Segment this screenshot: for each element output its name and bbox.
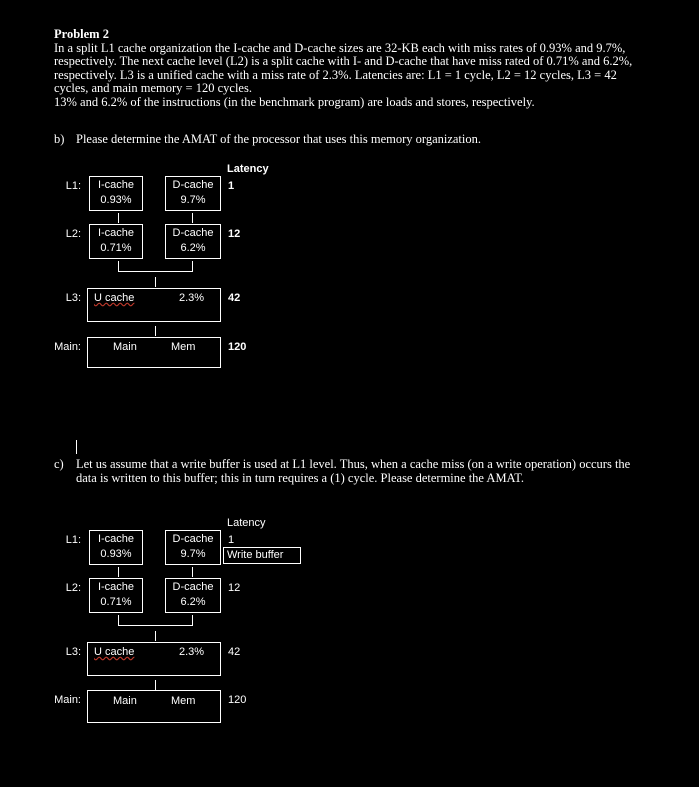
problem-loads-stores: 13% and 6.2% of the instructions (in the benchmark program) are loads and stores, respectively. — [54, 94, 535, 109]
connector — [192, 567, 193, 577]
l2-dcache-box — [165, 224, 221, 259]
main-latency: 120 — [228, 341, 247, 353]
write-buffer-box: Write buffer — [223, 547, 301, 564]
problem-paragraph: In a split L1 cache organization the I-cache and D-cache sizes are 32-KB each with miss rates of 0.93% and 9.7%, respectively. The next cache level (L2) is a split cache with I- and D-cache that have miss rated of 0.71% and 6.2%, respectively. L3 is a unified cache with a miss rate of 2.3%. Latencies are: L1 = 1 cycle, L2 = 12 cycles, L3 = 42 cycles, and main memory = 120 cycles. — [54, 40, 633, 96]
main-memory-name: Main — [113, 341, 137, 353]
l3-ucache-box — [87, 288, 221, 322]
l1-dcache-name: D-cache — [172, 533, 214, 545]
question-c-label: c) — [54, 457, 64, 471]
l1-label: L1: — [65, 180, 81, 192]
connector — [118, 615, 119, 625]
question-b — [54, 132, 674, 146]
main-latency: 120 — [228, 694, 247, 706]
l2-dcache-rate: 6.2% — [180, 242, 206, 254]
latency-header: Latency — [227, 517, 266, 529]
l3-ucache-name: U cache — [94, 292, 135, 304]
l3-ucache-box — [87, 642, 221, 676]
l2-icache-rate: 0.71% — [100, 596, 132, 608]
l1-icache-rate: 0.93% — [100, 194, 132, 206]
l3-label: L3: — [65, 646, 81, 658]
main-memory-name: Main — [113, 695, 137, 707]
l1-latency: 1 — [228, 534, 235, 546]
l3-latency: 42 — [228, 292, 241, 304]
connector — [155, 631, 156, 641]
connector — [192, 213, 193, 223]
l2-latency: 12 — [228, 228, 241, 240]
l2-label: L2: — [65, 582, 81, 594]
l2-dcache-name: D-cache — [172, 227, 214, 239]
main-memory-box — [87, 337, 221, 368]
main-label: Main: — [54, 341, 81, 353]
main-memory-name2: Mem — [171, 341, 196, 353]
connector — [155, 680, 156, 690]
l2-icache-name: I-cache — [97, 227, 135, 239]
connector — [118, 261, 119, 271]
l2-icache-name: I-cache — [97, 581, 135, 593]
l2-icache-box — [89, 224, 143, 259]
problem-title: Problem 2 — [54, 27, 109, 41]
l1-icache-box — [89, 530, 143, 565]
l1-dcache-rate: 9.7% — [180, 548, 206, 560]
question-b-label: b) — [54, 132, 65, 146]
connector — [155, 326, 156, 336]
connector — [118, 625, 193, 626]
connector — [192, 261, 193, 271]
connector — [118, 567, 119, 577]
question-c — [54, 457, 694, 487]
question-c-line1: Let us assume that a write buffer is used at L1 level. Thus, when a cache miss (on a write operation) occurs the — [76, 457, 631, 471]
main-memory-box — [87, 690, 221, 723]
main-memory-name2: Mem — [171, 695, 196, 707]
l2-label: L2: — [65, 228, 81, 240]
l3-ucache-name: U cache — [94, 646, 135, 658]
connector — [192, 615, 193, 625]
l1-icache-box — [89, 176, 143, 211]
l2-dcache-rate: 6.2% — [180, 596, 206, 608]
l1-label: L1: — [65, 534, 81, 546]
l1-icache-rate: 0.93% — [100, 548, 132, 560]
l1-icache-name: I-cache — [97, 179, 135, 191]
connector — [118, 213, 119, 223]
latency-header: Latency — [227, 163, 269, 175]
l2-latency: 12 — [228, 582, 241, 594]
connector — [118, 271, 193, 272]
l3-ucache-rate: 2.3% — [179, 646, 205, 658]
main-label: Main: — [54, 694, 81, 706]
l3-latency: 42 — [228, 646, 241, 658]
problem-statement — [54, 28, 654, 110]
text-cursor — [76, 440, 77, 454]
l2-dcache-box — [165, 578, 221, 613]
connector — [155, 277, 156, 287]
question-c-line2: data is written to this buffer; this in turn requires a (1) cycle. Please determine the AMAT. — [76, 471, 525, 485]
l1-dcache-box — [165, 530, 221, 565]
l1-dcache-name: D-cache — [172, 179, 214, 191]
l3-ucache-rate: 2.3% — [179, 292, 205, 304]
l1-latency: 1 — [228, 180, 235, 192]
l1-icache-name: I-cache — [97, 533, 135, 545]
l1-dcache-rate: 9.7% — [180, 194, 206, 206]
l2-dcache-name: D-cache — [172, 581, 214, 593]
question-b-text: Please determine the AMAT of the processor that uses this memory organization. — [76, 132, 482, 146]
l2-icache-rate: 0.71% — [100, 242, 132, 254]
l2-icache-box — [89, 578, 143, 613]
l1-dcache-box — [165, 176, 221, 211]
l3-label: L3: — [65, 292, 81, 304]
